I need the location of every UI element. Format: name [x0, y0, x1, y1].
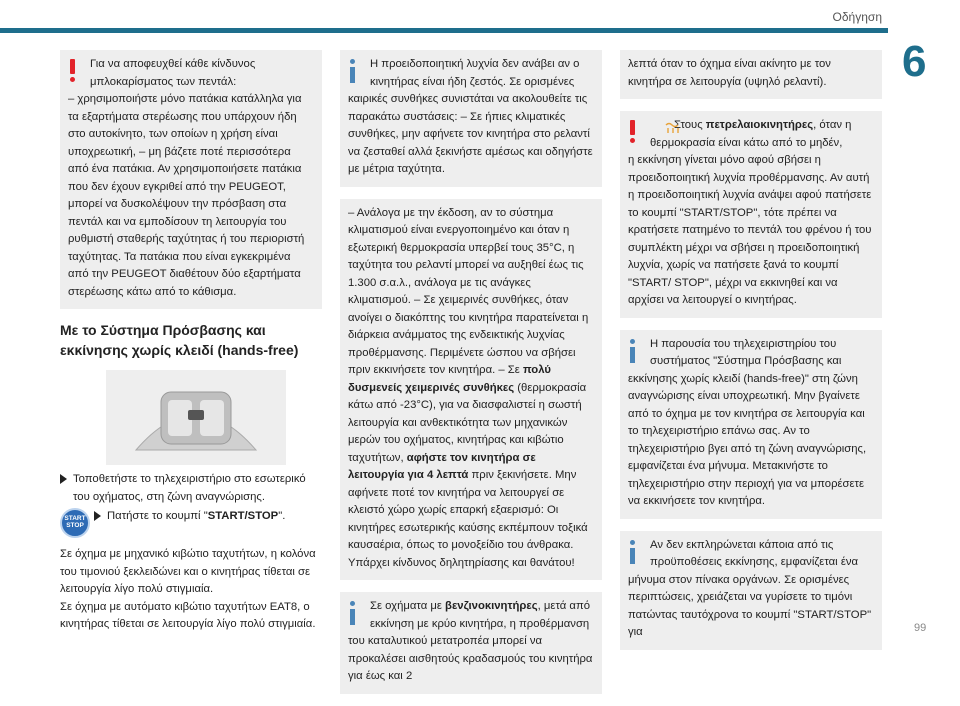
step-2: START STOP Πατήστε το κουμπί "START/STOP". — [60, 508, 322, 538]
page-number: 99 — [914, 622, 927, 634]
info-icon — [629, 540, 635, 564]
paragraph-eat8: Σε όχημα με αυτόματο κιβώτιο ταχυτήτων EAT8, ο κινητήρας τίθεται σε λειτουργία λίγο πολύ στιγμιαία. — [60, 600, 316, 631]
column-3 — [620, 50, 882, 662]
cold-weather-box: – Ανάλογα με την έκδοση, αν το σύστημα κλιματισμού είναι ενεργοποιημένο και όταν η εξωτερική θερμοκρασία υπερβεί τους 35°C, η ταχύτητα του ρελαντί μπορεί να αυξηθεί έως τις 1.300 σ.α.λ., ανάλογα με τις ανάγκες κλιματισμού. – Σε χειμερινές συνθήκες, όταν ανοίγει ο διακόπτης του κινητήρα παρατείνεται η διάρκεια ανάμματος της ενδεικτικής λυχνίας προθέρμανσης. Περιμένετε ώσπου να σβήσει πριν εκκινήσετε τον κινητήρα. – Σε πολύ δυσμενείς χειμερινές συνθήκες (θερμοκρασία κάτω από -23°C), για να διασφαλιστεί η σωστή λειτουργία και ανθεκτικότητα των μηχανικών μερών του οχήματος, κινητήρας και κιβώτιο ταχυτήτων, αφήστε τον κινητήρα σε λειτουργία για 4 λεπτά πριν ξεκινήσετε. Μην αφήνετε ποτέ τον κινητήρα να λειτουργεί σε κλειστό χώρο χωρίς επαρκή εξαερισμό: Οι κινητήρες εσωτερικής καύσης εκπέμπουν τοξικά καυσαέρια, όπως το μονοξείδιο του άνθρακα. Υπάρχει κίνδυνος δηλητηρίασης και θανάτου! — [340, 199, 602, 581]
column-2 — [340, 50, 602, 706]
info-box: Η προειδοποιητική λυχνία δεν ανάβει αν ο κινητήρας είναι ήδη ζεστός. Σε ορισμένες καιρικές συνθήκες συνιστάται να ακολουθείτε τις παρακάτω συστάσεις: – Σε ήπιες κλιματικές συνθήκες, μην αφήνετε τον κινητήρα στο ρελαντί να ζεσταθεί αλλά ξεκινήστε αμέσως και οδηγήστε με μέτρια ταχύτητα. — [340, 50, 602, 187]
warning-box-diesel: Στους πετρελαιοκινητήρες, όταν η θερμοκρασία είναι κάτω από το μηδέν, η εκκίνηση γίνεται μόνο αφού σβήσει η προειδοποιητική λυχνία προθέρμανσης. Αν αυτή η προειδοποιητική λυχνία ανάψει αφού πατήσετε το κουμπί "START/STOP", τότε πρέπει να κρατήσετε πατημένο το πεντάλ του φρένου ή του συμπλέκτη μέχρι να σβήσει η προειδοποιητική λυχνία, χωρίς να πατήσετε ξανά το κουμπί "START/ STOP", μέχρι να εκκινηθεί και να αρχίσει να λειτουργεί ο κινητήρας. — [620, 111, 882, 318]
warning-box — [60, 50, 322, 309]
section-title: Με το Σύστημα Πρόσβασης και εκκίνησης χωρίς κλειδί (hands-free) — [60, 322, 299, 358]
chapter-title: Οδήγηση — [832, 10, 882, 24]
step-1: Τοποθετήστε το τηλεχειριστήριο στο εσωτερικό του οχήματος, στη ζώνη αναγνώρισης. — [60, 471, 322, 506]
bullet-arrow-icon — [94, 511, 101, 521]
info-icon — [349, 59, 355, 83]
bullet-arrow-icon — [60, 474, 67, 484]
start-stop-button-icon: START STOP — [60, 508, 90, 538]
info-box-conditions: Αν δεν εκπληρώνεται κάποια από τις προϋποθέσεις εκκίνησης, εμφανίζεται ένα μήνυμα στον πίνακα οργάνων. Σε ορισμένες περιπτώσεις, χρειάζεται να γυρίσετε το τιμόνι πατώντας ταυτόχρονα το κουμπί "START/STOP" για — [620, 531, 882, 650]
info-box-remote: Η παρουσία του τηλεχειριστηρίου του συστήματος "Σύστημα Πρόσβασης και εκκίνησης χωρίς κλειδί (hands-free)" στη ζώνη αναγνώρισης είναι υποχρεωτική. Μην βγαίνετε από το όχημα με τον κινητήρα σε λειτουργία και το τηλεχειριστήριο επάνω σας. Αν το τηλεχειριστήριο βγει από τη ζώνη αναγνώρισης, εμφανίζεται ένα μήνυμα. Μετακινήστε το τηλεχειριστήριο στην περιοχή για να μπορέσετε να εκκινήσετε τον κινητήρα. — [620, 330, 882, 519]
info-box-petrol: Σε οχήματα με βενζινοκινητήρες, μετά από εκκίνηση με κρύο κινητήρα, η προθέρμανση του καταλυτικού μετατροπέα μπορεί να προκαλέσει αισθητούς κραδασμούς του κινητήρα για έως και 2 — [340, 592, 602, 694]
warning-line-2: μπλοκαρίσματος των πεντάλ: — [90, 75, 237, 88]
warning-exclamation-icon — [629, 120, 635, 144]
info-icon — [629, 339, 635, 363]
warning-line-1: Για να αποφευχθεί κάθε κίνδυνος — [90, 58, 256, 70]
info-icon — [349, 601, 355, 625]
warning-exclamation-icon — [69, 59, 75, 83]
preheating-glow-plug-icon — [664, 121, 682, 135]
column-1 — [60, 50, 322, 634]
paragraph-manual-gearbox: Σε όχημα με μηχανικό κιβώτιο ταχυτήτων, η κολόνα του τιμονιού ξεκλειδώνει και ο κινητήρας τίθεται σε λειτουργία λίγο πολύ στιγμιαία. — [60, 548, 316, 596]
warning-body: – χρησιμοποιήστε μόνο πατάκια κατάλληλα για τα εξαρτήματα στερέωσης που υπάρχουν ήδη στο αυτοκίνητο, των οποίων η χρήση είναι υποχρεωτική, – μη βάζετε ποτέ περισσότερα από ένα πατάκια. Αν χρησιμοποιήσετε πατάκια που δεν έχουν εγκριθεί από την PEUGEOT, μπορεί να δυσκολέψουν την πρόσβαση στα πεντάλ και να εμποδίσουν τη λειτουργία του ρυθμιστή σταθερής ταχύτητας ή του περιοριστή ταχύτητας. Τα πατάκια που είναι εγκεκριμένα από την PEUGEOT διαθέτουν δύο εξαρτήματα στερέωσης κάτω από το κάθισμα. — [68, 93, 305, 298]
continued-box: λεπτά όταν το όχημα είναι ακίνητο με τον κινητήρα σε λειτουργία (υψηλό ρελαντί). — [620, 50, 882, 99]
car-interior-illustration — [106, 370, 286, 465]
header-bar — [0, 28, 888, 33]
chapter-number: 6 — [902, 37, 927, 86]
